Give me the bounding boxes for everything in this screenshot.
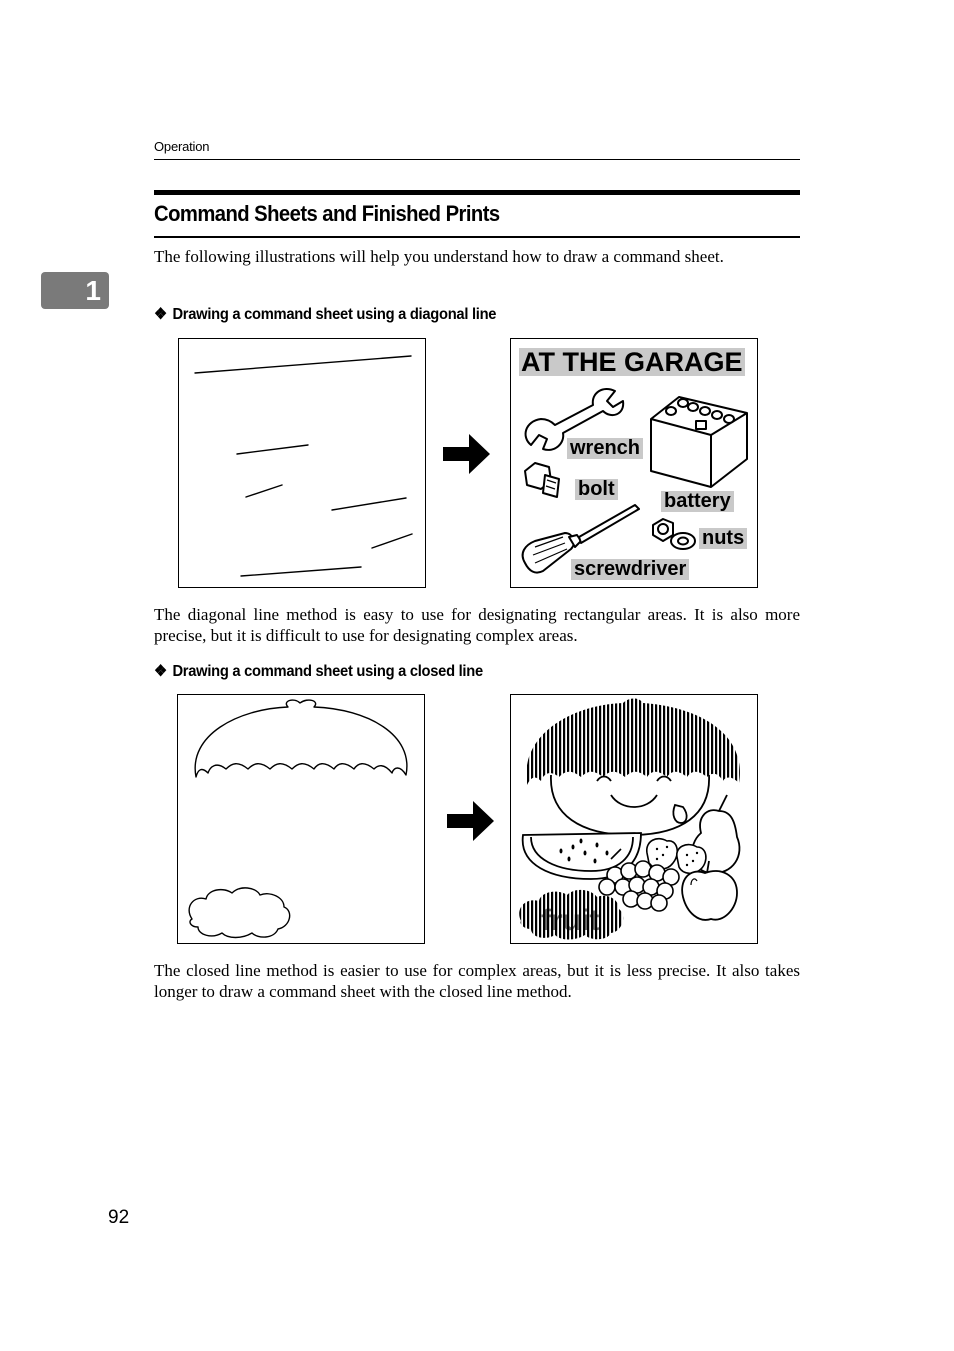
closed-lines-drawing xyxy=(178,695,423,942)
right-arrow-icon xyxy=(443,432,491,476)
label-screwdriver: screwdriver xyxy=(571,559,689,580)
bolt-icon xyxy=(525,463,559,497)
label-nuts: nuts xyxy=(699,528,747,549)
diagonal-lines-drawing xyxy=(179,339,424,586)
right-arrow-icon xyxy=(447,799,495,843)
subhead-diagonal-text: Drawing a command sheet using a diagonal line xyxy=(172,306,497,323)
closed-line-label xyxy=(189,888,290,938)
fruit-illustration xyxy=(511,695,756,942)
running-head: Operation xyxy=(154,139,210,154)
label-bolt: bolt xyxy=(575,479,618,500)
garage-finished-print xyxy=(510,338,758,588)
diagonal-line-bolt xyxy=(246,485,282,497)
diagonal-line-battery xyxy=(332,498,406,510)
battery-icon xyxy=(651,397,747,487)
nuts-icon xyxy=(653,519,695,549)
subhead-diagonal xyxy=(154,304,496,324)
diagonal-line-title xyxy=(195,356,411,373)
diagonal-description: The diagonal line method is easy to use for designating rectangular areas. It is also more precise, but it is difficult to use for designating complex areas. xyxy=(154,605,800,645)
diamond-bullet-icon: ❖ xyxy=(154,663,167,680)
section-rule-top xyxy=(154,190,800,195)
diagonal-line-nuts xyxy=(372,534,412,548)
section-rule-bottom xyxy=(154,236,800,238)
page-number: 92 xyxy=(108,1207,130,1228)
closed-line-hair xyxy=(195,700,407,777)
diagonal-line-screwdriver xyxy=(241,567,361,576)
fruit-finished-print xyxy=(510,694,758,944)
label-battery: battery xyxy=(661,491,734,512)
chapter-tab: 1 xyxy=(41,272,109,309)
subhead-closed xyxy=(154,661,483,681)
header-rule xyxy=(154,159,800,160)
subhead-closed-text: Drawing a command sheet using a closed line xyxy=(172,663,483,680)
closed-description: The closed line method is easier to use for complex areas, but it is less precise. It also takes longer to draw a command sheet with the closed line method. xyxy=(154,961,800,1001)
diamond-bullet-icon: ❖ xyxy=(154,306,167,323)
fruit-label-text: fruit xyxy=(541,904,600,937)
section-title: Command Sheets and Finished Prints xyxy=(154,201,500,226)
label-wrench: wrench xyxy=(567,438,643,459)
face-outline xyxy=(551,775,709,835)
diagonal-line-wrench xyxy=(237,445,308,454)
garage-title: AT THE GARAGE xyxy=(521,347,743,377)
closed-line-command-sheet xyxy=(177,694,425,944)
intro-paragraph: The following illustrations will help you understand how to draw a command sheet. xyxy=(154,247,724,266)
diagonal-command-sheet xyxy=(178,338,426,588)
